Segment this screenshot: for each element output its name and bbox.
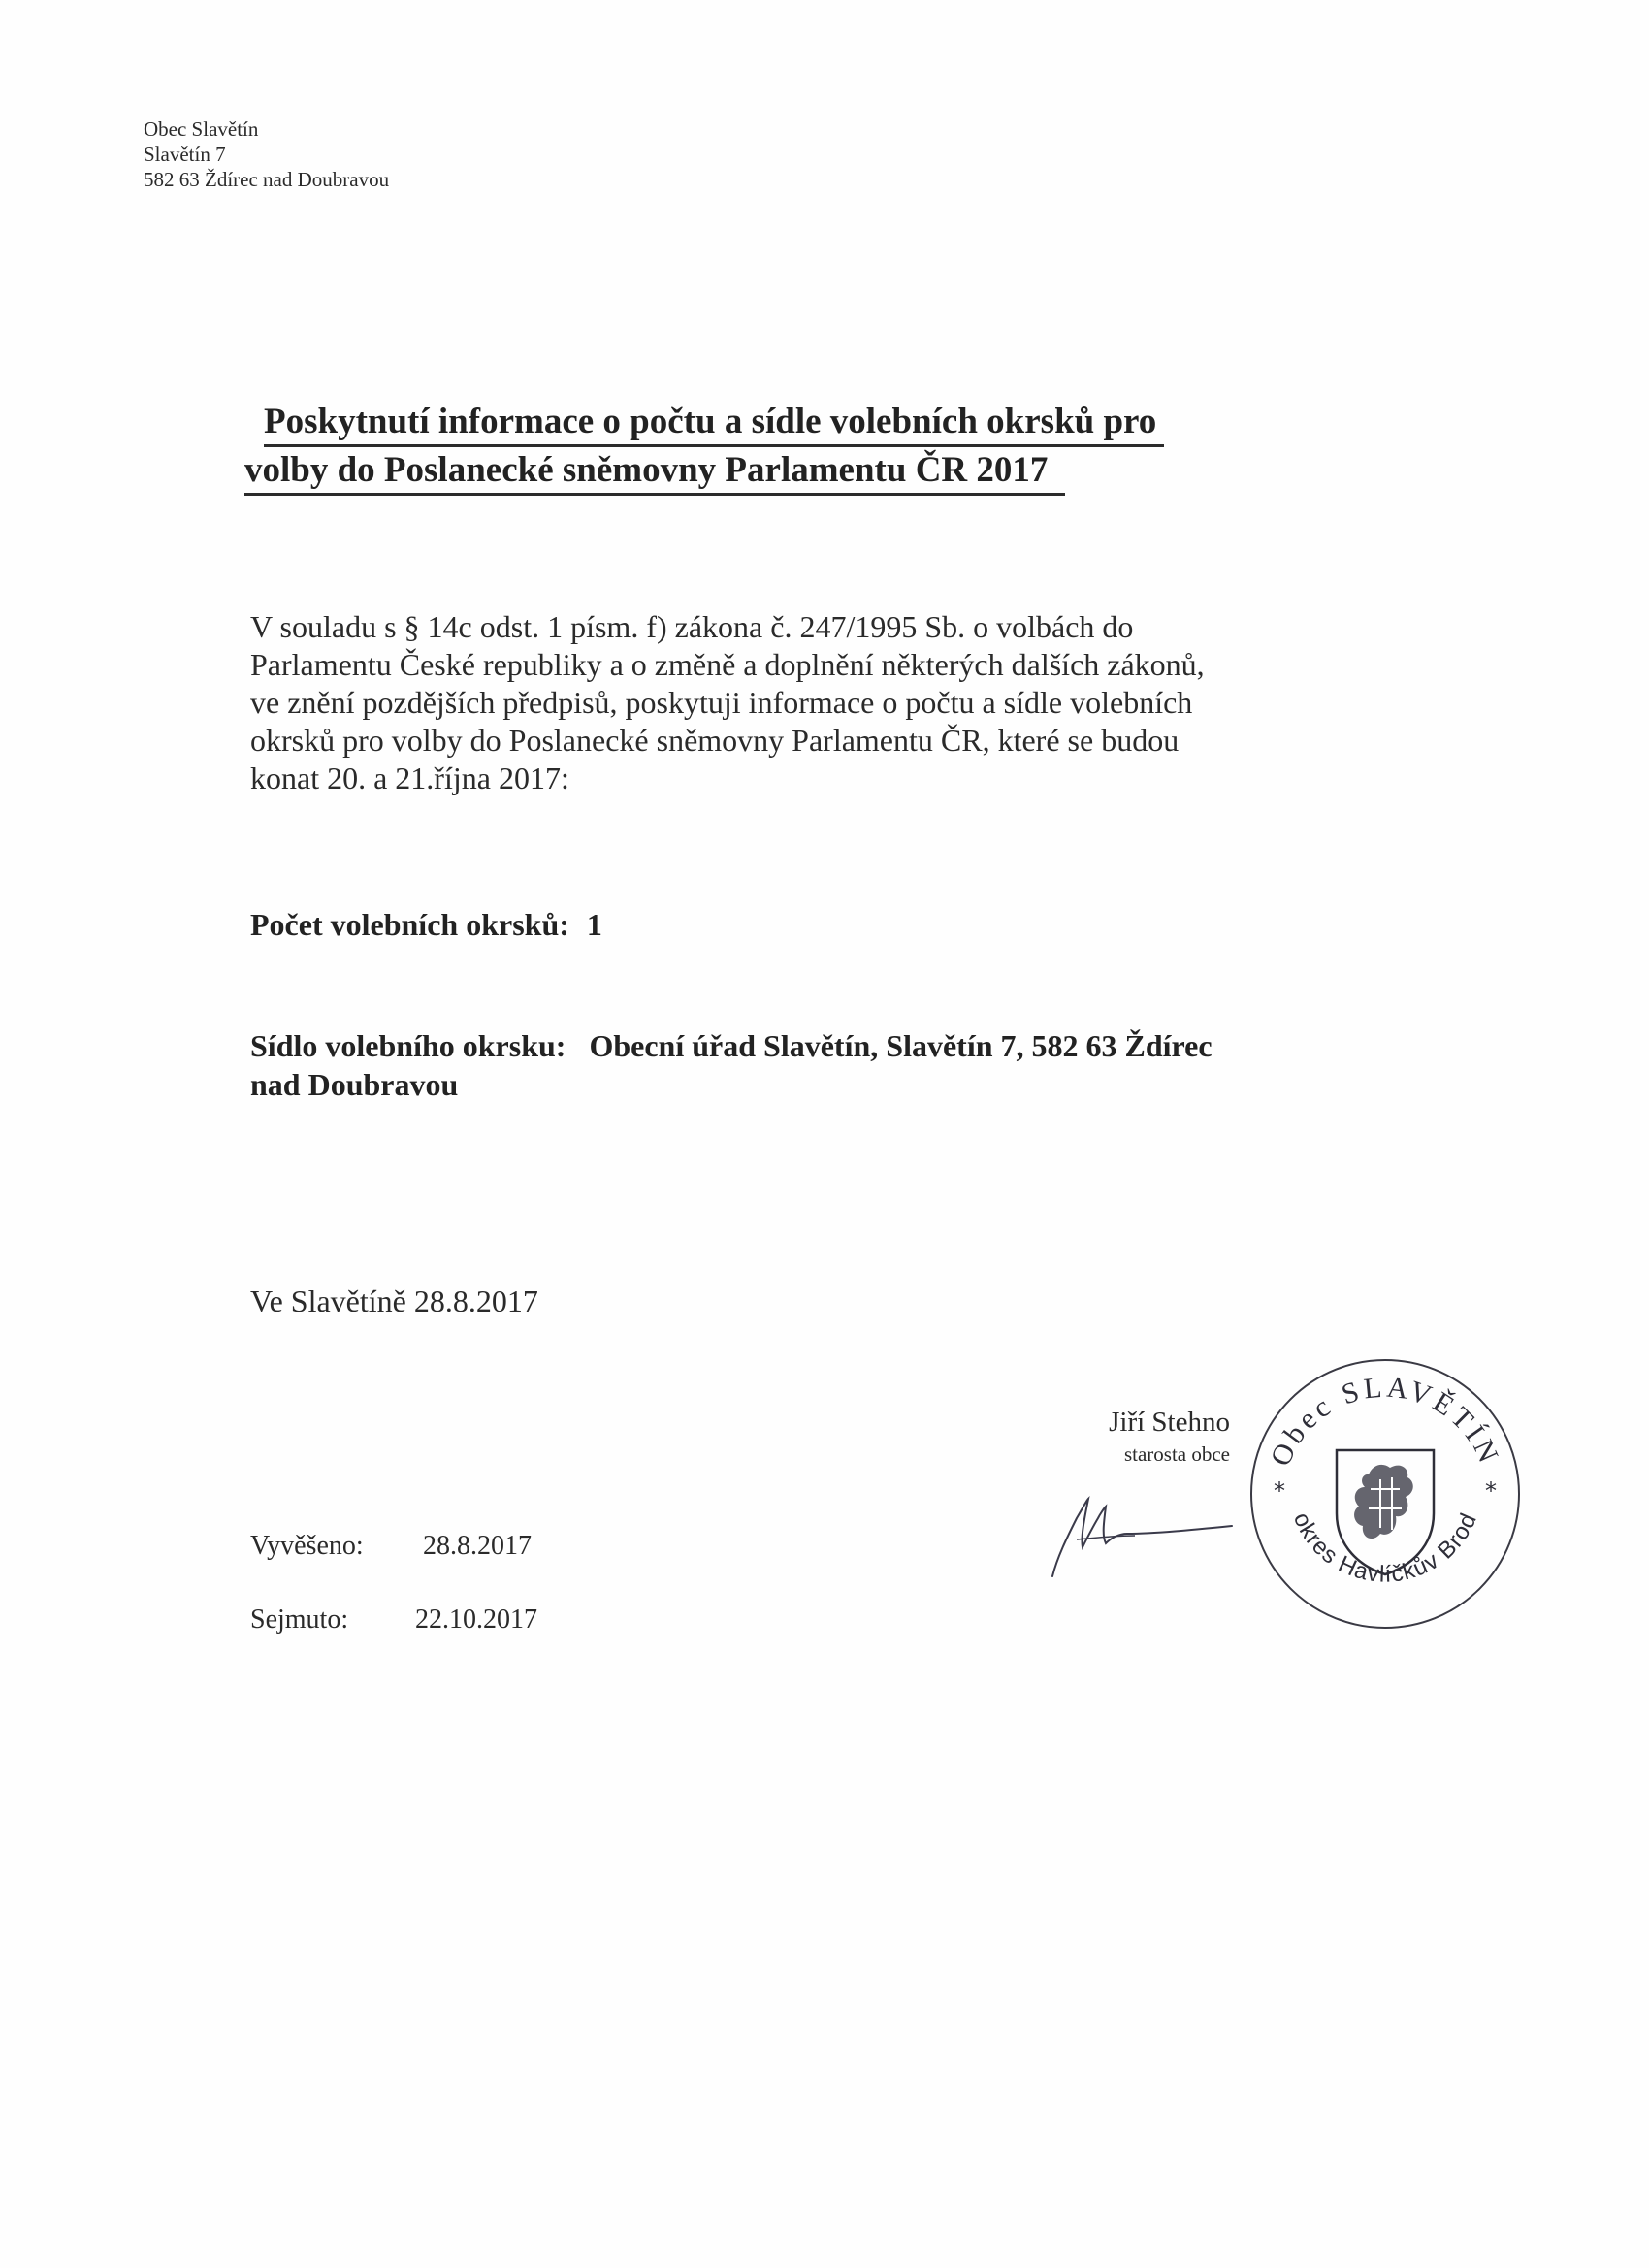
- stamp-top-text: Obec SLAVĚTÍN: [1264, 1371, 1506, 1472]
- body-paragraph: [250, 608, 1453, 797]
- signer-block: [1055, 1407, 1230, 1467]
- removed-label: Sejmuto:: [250, 1604, 349, 1635]
- sender-address: [144, 116, 389, 192]
- posted-date: 28.8.2017: [423, 1531, 532, 1561]
- sender-name: Obec Slavětín: [144, 117, 259, 141]
- svg-text:Obec SLAVĚTÍN: [1264, 1372, 1505, 1472]
- stamp-star-right: *: [1485, 1477, 1497, 1505]
- district-seat: [250, 1026, 1212, 1104]
- body-line-2: Parlamentu České republiky a o změně a doplnění některých dalších zákonů,: [250, 647, 1205, 682]
- district-count: [250, 907, 602, 943]
- stamp-star-left: *: [1274, 1477, 1285, 1505]
- signer-role: starosta obce: [1123, 1442, 1230, 1466]
- district-count-value: 1: [586, 907, 602, 942]
- posted-label: Vyvěšeno:: [250, 1531, 364, 1561]
- posted-row: [250, 1531, 532, 1562]
- district-seat-label: Sídlo volebního okrsku:: [250, 1028, 566, 1063]
- body-line-4: okrsků pro volby do Poslanecké sněmovny Parlamentu ČR, které se budou: [250, 723, 1180, 758]
- district-count-label: Počet volebních okrsků:: [250, 907, 569, 942]
- body-line-5: konat 20. a 21.října 2017:: [250, 761, 569, 795]
- removed-row: [250, 1604, 537, 1636]
- signer-name: Jiří Stehno: [1109, 1407, 1230, 1438]
- body-line-3: ve znění pozdějších předpisů, poskytuji informace o počtu a sídle volebních: [250, 685, 1193, 720]
- official-stamp: [1245, 1353, 1526, 1635]
- title-line-2: volby do Poslanecké sněmovny Parlamentu ČR 2017: [244, 449, 1065, 496]
- removed-date: 22.10.2017: [415, 1604, 537, 1635]
- title-line-1: Poskytnutí informace o počtu a sídle volebních okrsků pro: [264, 401, 1164, 447]
- district-seat-value-line-2: nad Doubravou: [250, 1067, 459, 1102]
- sender-city: 582 63 Ždírec nad Doubravou: [144, 168, 390, 191]
- body-line-1: V souladu s § 14c odst. 1 písm. f) zákona č. 247/1995 Sb. o volbách do: [250, 609, 1134, 644]
- stamp-bottom-text: okres Havlíčkův Brod: [1287, 1508, 1483, 1588]
- handwritten-signature: [999, 1479, 1242, 1586]
- place-date: Ve Slavětíně 28.8.2017: [250, 1283, 538, 1318]
- sender-street: Slavětín 7: [144, 143, 226, 166]
- district-seat-value-line-1: Obecní úřad Slavětín, Slavětín 7, 582 63 Ždírec: [589, 1028, 1212, 1063]
